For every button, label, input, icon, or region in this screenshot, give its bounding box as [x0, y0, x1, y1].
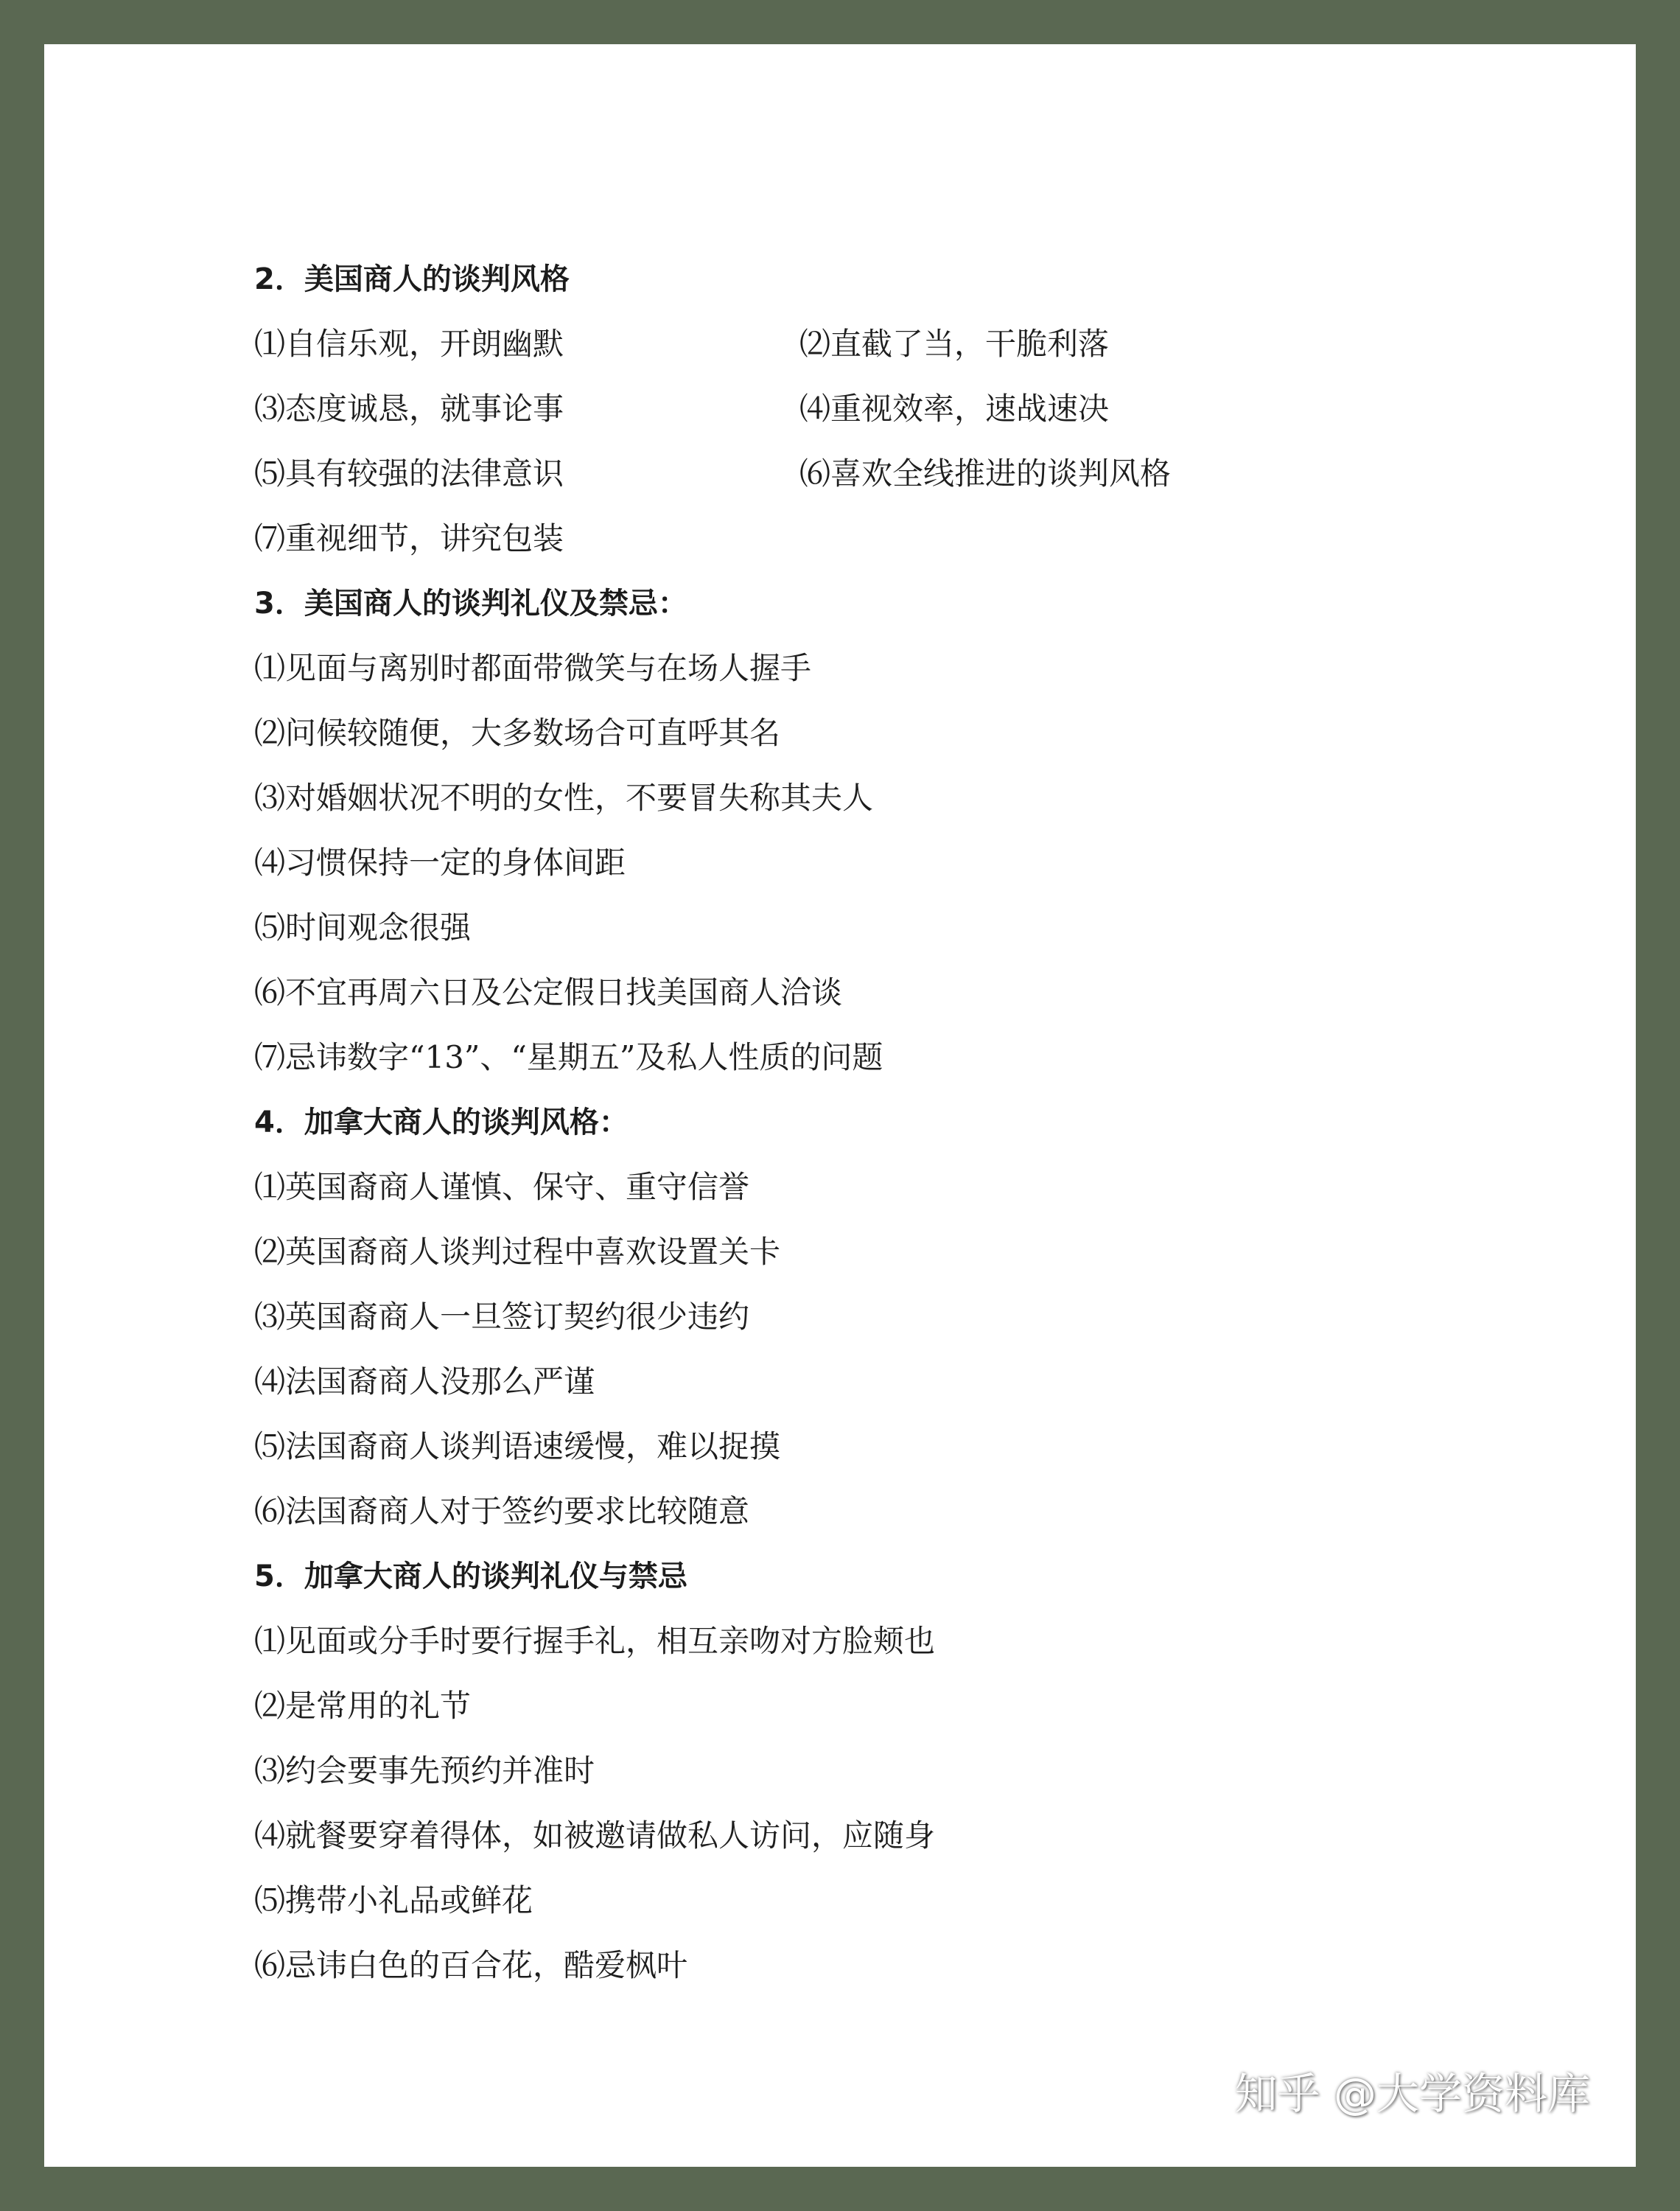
list-item: ⑸具有较强的法律意识 [254, 455, 564, 492]
list-item: ⑶约会要事先预约并准时 [254, 1753, 595, 1789]
list-item: ⑹不宜再周六日及公定假日找美国商人洽谈 [254, 974, 843, 1010]
section-us-etiquette [254, 571, 1581, 1090]
list-item: ⑵英国裔商人谈判过程中喜欢设置关卡 [254, 1234, 781, 1270]
list-item: ⑴见面与离别时都面带微笑与在场人握手 [254, 650, 812, 686]
list-row [254, 441, 1581, 506]
list-item: ⑶态度诚恳，就事论事 [254, 391, 564, 427]
list-item: ⑷习惯保持一定的身体间距 [254, 845, 626, 881]
list-item: ⑷重视效率，速战速决 [799, 391, 1110, 427]
list-item: ⑶对婚姻状况不明的女性，不要冒失称其夫人 [254, 780, 874, 816]
list-row [254, 506, 1581, 571]
list-item: ⑵问候较随便，大多数场合可直呼其名 [254, 715, 781, 751]
list-item: ⑹法国裔商人对于签约要求比较随意 [254, 1493, 750, 1529]
list-item: ⑵是常用的礼节 [254, 1688, 472, 1724]
list-row [254, 377, 1581, 441]
list-row [254, 312, 1581, 377]
section-us-style [254, 247, 1581, 571]
list-item: ⑸法国裔商人谈判语速缓慢，难以捉摸 [254, 1428, 781, 1464]
document-page [44, 44, 1636, 2167]
list-item: ⑷就餐要穿着得体，如被邀请做私人访问，应随身 [254, 1817, 936, 1854]
list-item: ⑸时间观念很强 [254, 909, 472, 946]
watermark: 知乎 @大学资料库 [1234, 2069, 1590, 2119]
document-content [254, 247, 1581, 1998]
list-item: ⑵直截了当，干脆利落 [799, 326, 1110, 362]
list-item: ⑹喜欢全线推进的谈判风格 [799, 455, 1172, 492]
section-heading: 4．加拿大商人的谈判风格： [254, 1106, 629, 1139]
list-item: ⑴自信乐观，开朗幽默 [254, 326, 564, 362]
list-item: ⑺忌讳数字“13”、“星期五”及私人性质的问题 [254, 1039, 883, 1075]
section-canada-etiquette [254, 1544, 1581, 1998]
section-heading: 3．美国商人的谈判礼仪及禁忌： [254, 587, 687, 621]
list-item: ⑹忌讳白色的百合花，酷爱枫叶 [254, 1947, 688, 1983]
list-item: ⑷法国裔商人没那么严谨 [254, 1363, 595, 1400]
section-heading: 2．美国商人的谈判风格 [254, 262, 570, 296]
list-item: ⑴见面或分手时要行握手礼，相互亲吻对方脸颊也 [254, 1623, 936, 1659]
list-item: ⑸携带小礼品或鲜花 [254, 1882, 533, 1918]
section-heading: 5．加拿大商人的谈判礼仪与禁忌 [254, 1559, 687, 1593]
list-item: ⑶英国裔商人一旦签订契约很少违约 [254, 1299, 750, 1335]
list-item: ⑺重视细节，讲究包装 [254, 520, 564, 556]
list-item: ⑴英国裔商人谨慎、保守、重守信誉 [254, 1169, 750, 1205]
section-canada-style [254, 1090, 1581, 1544]
